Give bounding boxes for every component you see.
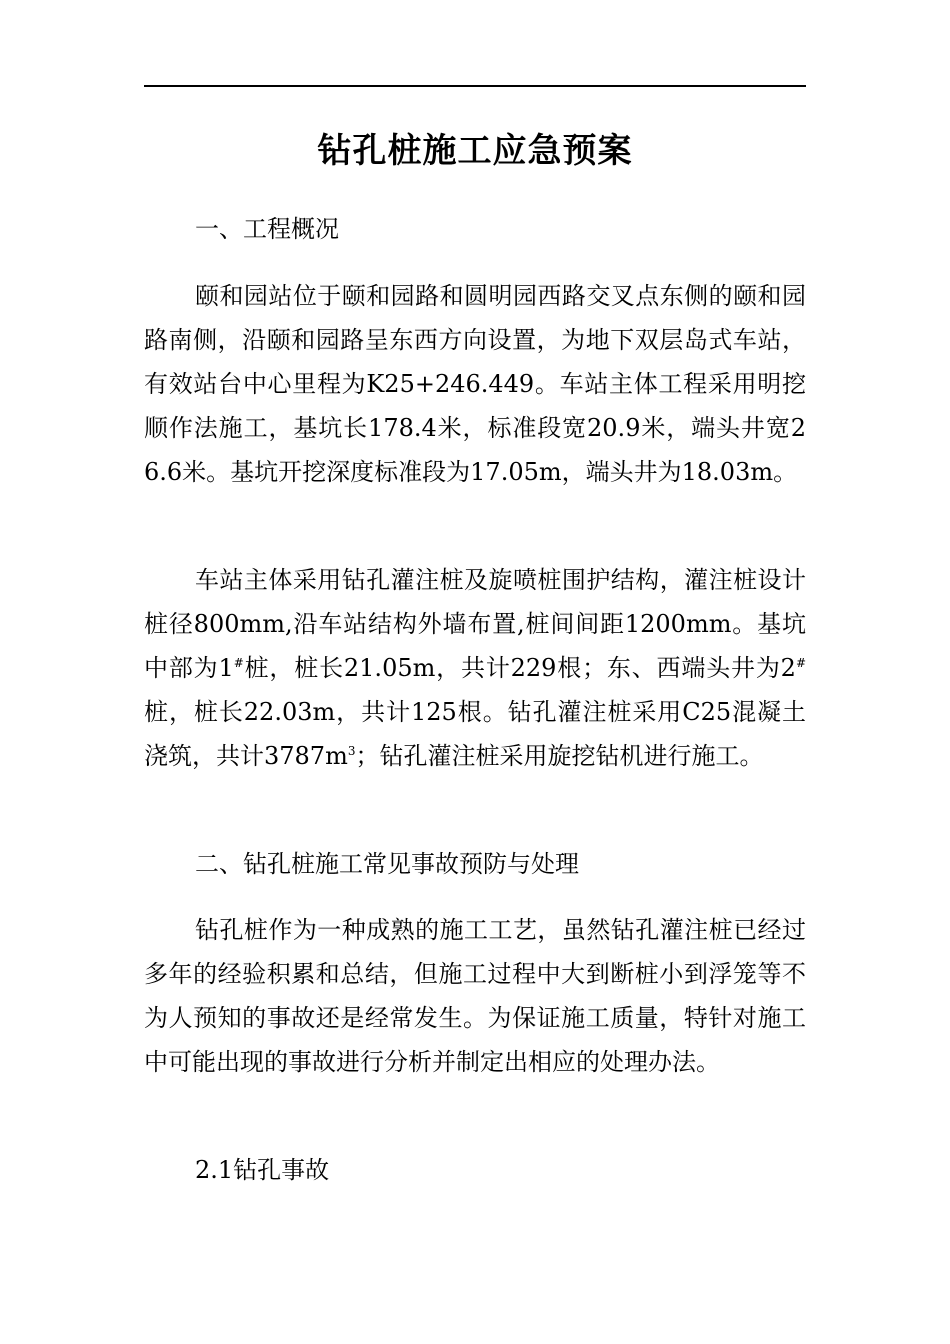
subsection-heading-drilling: 2.1钻孔事故 — [195, 1156, 330, 1184]
superscript-mark: 3 — [347, 744, 356, 758]
header-rule — [144, 85, 806, 87]
paragraph-station-overview: 颐和园站位于颐和园路和圆明园西路交叉点东侧的颐和园路南侧，沿颐和园路呈东西方向设置，为地下双层岛式车站，有效站台中心里程为K25+246.449。车站主体工程采用明挖顺作法施工，基坑长178.4米，标准段宽20.9米，端头井宽26.6米。基坑开挖深度标准段为17.05m，端头井为18.03m。 — [144, 282, 806, 486]
paragraph-accident-intro: 钻孔桩作为一种成熟的施工工艺，虽然钻孔灌注桩已经过多年的经验积累和总结，但施工过程中大到断桩小到浮笼等不为人预知的事故还是经常发生。为保证施工质量，特针对施工中可能出现的事故进行分析并制定出相应的处理办法。 — [144, 916, 806, 1076]
paragraph-text-segment: 桩，桩长21.05m，共计229根；东、西端头井为2 — [243, 654, 796, 682]
paragraph-text-segment: ；钻孔灌注桩采用旋挖钻机进行施工。 — [355, 742, 764, 770]
superscript-mark: # — [795, 656, 806, 670]
section-heading-accidents: 二、钻孔桩施工常见事故预防与处理 — [195, 850, 579, 878]
superscript-mark: # — [233, 656, 244, 670]
paragraph-text-segment: 车站主体采用钻孔灌注桩及旋喷桩围护结构，灌注桩设计桩径800mm,沿车站结构外墙布置,桩间间距1200mm。基坑中部为1 — [144, 566, 806, 682]
section-heading-overview: 一、工程概况 — [195, 215, 339, 243]
document-title: 钻孔桩施工应急预案 — [317, 131, 633, 171]
paragraph-pile-structure — [144, 558, 806, 778]
paragraph-text-segment: 桩，桩长22.03m，共计125根。钻孔灌注桩采用C25混凝土浇筑，共计3787m — [144, 698, 806, 770]
